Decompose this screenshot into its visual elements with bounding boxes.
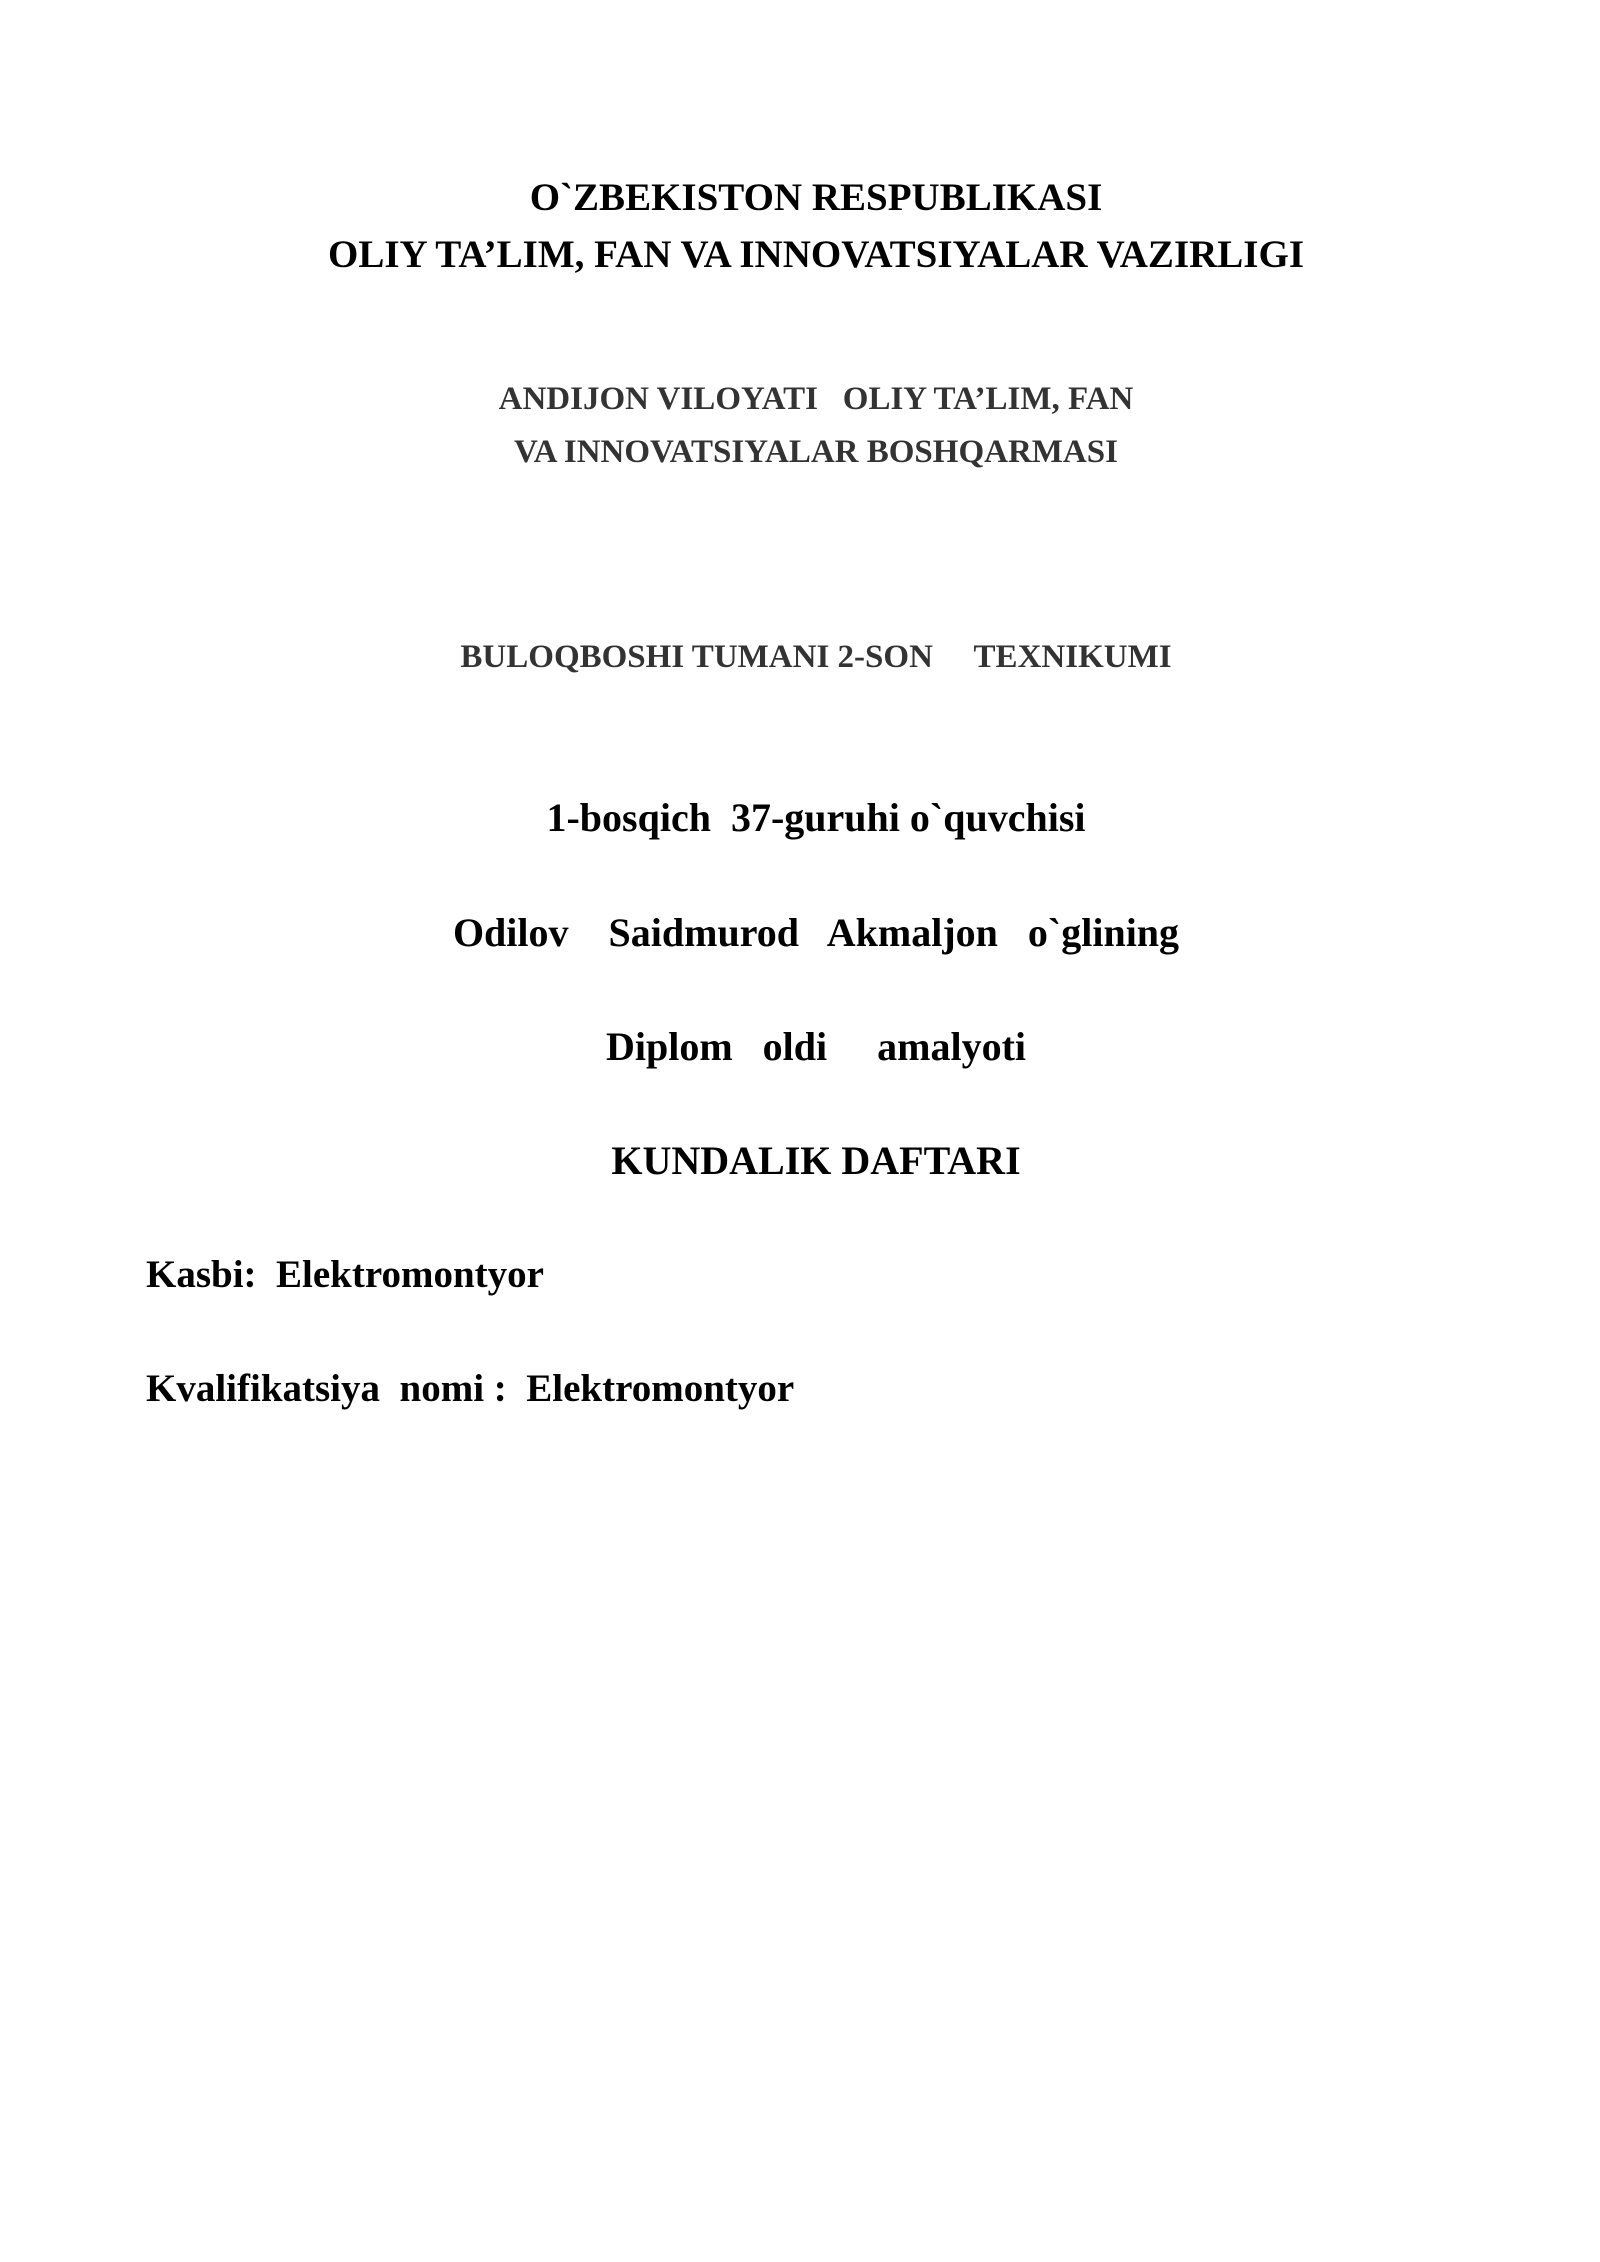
practice-type: Diplom oldi amalyoti	[605, 1024, 1027, 1069]
ministry-title-line-2: OLIY TA’LIM, FAN VA INNOVATSIYALAR VAZIRLIGI	[328, 233, 1304, 276]
profession-line: Kasbi: Elektromontyor	[146, 1253, 544, 1296]
regional-department-line-2: VA INNOVATSIYALAR BOSHQARMASI	[514, 434, 1118, 470]
school-name: BULOQBOSHI TUMANI 2-SON TEXNIKUMI	[460, 639, 1172, 675]
qualification-line: Kvalifikatsiya nomi : Elektromontyor	[146, 1367, 795, 1410]
document-title: KUNDALIK DAFTARI	[611, 1138, 1021, 1183]
course-group-line: 1-bosqich 37-guruhi o`quvchisi	[546, 795, 1086, 840]
ministry-title-line-1: O`ZBEKISTON RESPUBLIKASI	[529, 176, 1103, 219]
student-name: Odilov Saidmurod Akmaljon o`glining	[452, 910, 1180, 955]
regional-department-line-1: ANDIJON VILOYATI OLIY TA’LIM, FAN	[498, 381, 1134, 417]
